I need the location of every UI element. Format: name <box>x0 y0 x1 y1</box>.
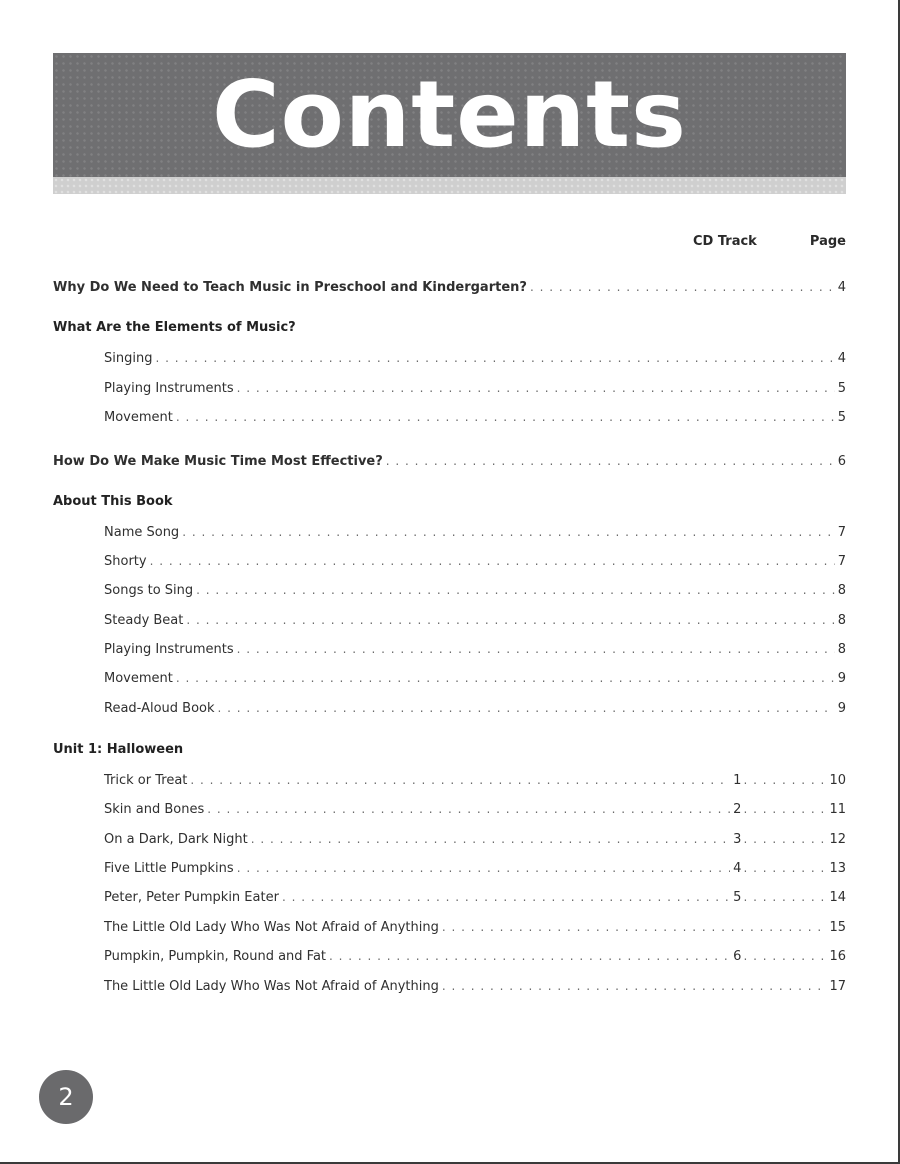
dot-leader <box>442 917 827 937</box>
dot-leader <box>207 799 730 819</box>
dot-leader <box>176 668 835 688</box>
page-number: 6 <box>837 454 846 469</box>
dot-leader <box>282 887 730 907</box>
toc-row <box>0 829 900 849</box>
dot-leader <box>155 348 834 368</box>
page-number: 8 <box>837 613 846 628</box>
track-and-page <box>733 770 846 791</box>
page-number: 14 <box>829 890 846 905</box>
dot-leader <box>743 799 827 819</box>
dot-leader <box>530 277 835 297</box>
toc-entry <box>104 407 846 428</box>
toc-row <box>0 698 900 718</box>
toc-entry-label: Name Song <box>104 525 180 540</box>
dot-leader <box>237 858 730 878</box>
toc-entry-label: Playing Instruments <box>104 381 234 396</box>
toc-row <box>0 610 900 630</box>
section-heading: Unit 1: Halloween <box>53 742 184 757</box>
toc-entry-label: Skin and Bones <box>104 802 205 817</box>
toc-row <box>0 551 900 571</box>
section-heading: What Are the Elements of Music? <box>53 320 296 335</box>
page-number: 13 <box>829 861 846 876</box>
toc-entry <box>104 858 846 879</box>
toc-row <box>0 378 900 398</box>
toc-row <box>0 946 900 966</box>
toc-entry-label: Movement <box>104 410 173 425</box>
toc-entry-label: Read-Aloud Book <box>104 701 215 716</box>
toc-entry-label: The Little Old Lady Who Was Not Afraid of Anything <box>104 920 439 935</box>
toc-entry <box>104 887 846 908</box>
toc-entry <box>53 277 846 298</box>
dot-leader <box>743 858 827 878</box>
toc-row <box>0 407 900 427</box>
dot-leader <box>237 378 835 398</box>
page-number: 16 <box>829 949 846 964</box>
title-banner <box>53 53 846 177</box>
page-number: 9 <box>837 701 846 716</box>
dot-leader <box>743 770 827 790</box>
toc-entry-label: The Little Old Lady Who Was Not Afraid of Anything <box>104 979 439 994</box>
page-title: Contents <box>212 61 687 168</box>
page-number: 7 <box>837 554 846 569</box>
dot-leader <box>743 829 827 849</box>
cd-track-number: 4 <box>733 861 742 876</box>
dot-leader <box>743 946 827 966</box>
page-number: 9 <box>837 671 846 686</box>
toc-entry <box>104 668 846 689</box>
toc-row <box>0 799 900 819</box>
page-number: 12 <box>829 832 846 847</box>
toc-entry <box>104 917 846 938</box>
toc-entry-label: Playing Instruments <box>104 642 234 657</box>
toc-entry <box>104 770 846 791</box>
page-column-header: Page <box>809 234 846 249</box>
cd-track-column-header: CD Track <box>693 234 757 249</box>
dot-leader <box>186 610 834 630</box>
dot-leader <box>386 451 835 471</box>
dot-leader <box>251 829 730 849</box>
toc-row <box>0 976 900 996</box>
toc-row <box>0 770 900 790</box>
toc-row <box>0 348 900 368</box>
page-number: 7 <box>837 525 846 540</box>
toc-entry <box>104 829 846 850</box>
page-number: 17 <box>829 979 846 994</box>
page-number-badge: 2 <box>39 1070 93 1124</box>
dot-leader <box>237 639 835 659</box>
page-number: 8 <box>837 583 846 598</box>
toc-entry <box>104 610 846 631</box>
track-and-page <box>733 799 846 820</box>
toc-entry-label: Trick or Treat <box>104 773 188 788</box>
toc-entry <box>104 580 846 601</box>
toc-entry <box>104 976 846 997</box>
toc-row <box>0 580 900 600</box>
cd-track-number: 6 <box>733 949 742 964</box>
toc-entry <box>104 639 846 660</box>
toc-entry-label: Five Little Pumpkins <box>104 861 234 876</box>
toc-row <box>0 668 900 688</box>
dot-leader <box>743 887 827 907</box>
toc-entry <box>104 348 846 369</box>
section-heading: About This Book <box>53 494 173 509</box>
toc-entry-label: Songs to Sing <box>104 583 194 598</box>
page-number: 15 <box>829 920 846 935</box>
dot-leader <box>218 698 835 718</box>
page-number: 4 <box>837 280 846 295</box>
toc-entry-label: Pumpkin, Pumpkin, Round and Fat <box>104 949 327 964</box>
track-and-page <box>733 858 846 879</box>
toc-entry-label: Why Do We Need to Teach Music in Preschool and Kindergarten? <box>53 280 527 295</box>
dot-leader <box>329 946 730 966</box>
cd-track-number: 2 <box>733 802 742 817</box>
cd-track-number: 1 <box>733 773 742 788</box>
toc-row <box>0 451 900 471</box>
toc-entry-label: Peter, Peter Pumpkin Eater <box>104 890 279 905</box>
track-and-page <box>733 887 846 908</box>
toc-row <box>0 277 900 297</box>
dot-leader <box>150 551 835 571</box>
page-number: 5 <box>837 381 846 396</box>
toc-entry <box>104 378 846 399</box>
toc-entry <box>104 799 846 820</box>
page-number: 8 <box>837 642 846 657</box>
toc-row <box>0 639 900 659</box>
dot-leader <box>442 976 827 996</box>
toc-entry-label: On a Dark, Dark Night <box>104 832 248 847</box>
dot-leader <box>196 580 835 600</box>
dot-leader <box>176 407 835 427</box>
toc-row <box>0 917 900 937</box>
toc-row <box>0 858 900 878</box>
toc-entry-label: How Do We Make Music Time Most Effective? <box>53 454 383 469</box>
title-banner-shadow <box>53 177 846 194</box>
page-number: 5 <box>837 410 846 425</box>
toc-entry <box>104 551 846 572</box>
toc-entry-label: Singing <box>104 351 153 366</box>
toc-entry <box>104 698 846 719</box>
track-and-page <box>733 829 846 850</box>
cd-track-number: 3 <box>733 832 742 847</box>
page-number: 10 <box>829 773 846 788</box>
toc-entry <box>53 451 846 472</box>
dot-leader <box>190 770 730 790</box>
page-number: 4 <box>837 351 846 366</box>
track-and-page <box>733 946 846 967</box>
toc-row <box>0 887 900 907</box>
toc-entry <box>104 946 846 967</box>
toc-entry-label: Shorty <box>104 554 147 569</box>
cd-track-number: 5 <box>733 890 742 905</box>
toc-entry <box>104 522 846 543</box>
dot-leader <box>182 522 835 542</box>
page-number: 11 <box>829 802 846 817</box>
toc-entry-label: Movement <box>104 671 173 686</box>
toc-entry-label: Steady Beat <box>104 613 184 628</box>
toc-row <box>0 522 900 542</box>
